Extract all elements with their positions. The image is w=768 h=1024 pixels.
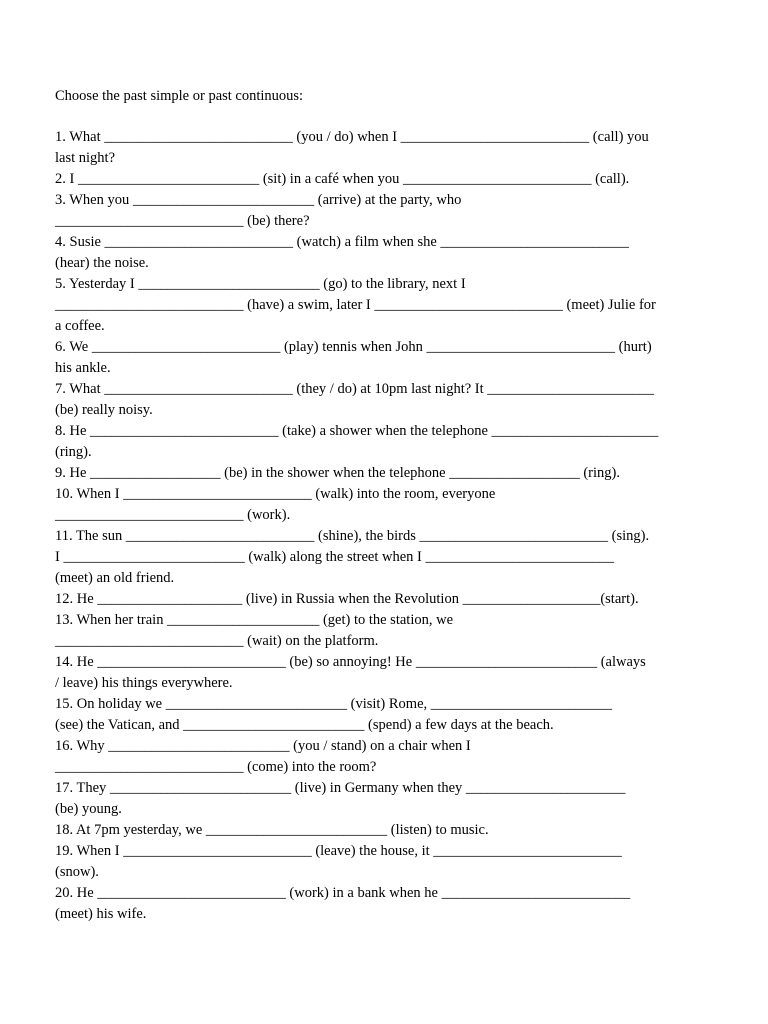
exercise-line: (meet) his wife.	[55, 906, 147, 922]
exercise-line: / leave) his things everywhere.	[55, 675, 233, 691]
exercise-line: I _________________________ (walk) along the street when I __________________________	[55, 549, 614, 565]
exercise-line: 13. When her train _____________________ (get) to the station, we	[55, 612, 454, 628]
exercise-line: (hear) the noise.	[55, 255, 149, 271]
exercise-line: 7. What __________________________ (they / do) at 10pm last night? It _______________________	[55, 381, 655, 397]
exercise-line: 12. He ____________________ (live) in Russia when the Revolution ___________________(start).	[55, 591, 639, 607]
exercise-line: 18. At 7pm yesterday, we _________________________ (listen) to music.	[55, 822, 489, 838]
exercise-line: (see) the Vatican, and _________________________ (spend) a few days at the beach.	[55, 717, 554, 733]
exercise-line: __________________________ (have) a swim, later I __________________________ (meet) Julie for	[55, 297, 656, 313]
exercise-line: (meet) an old friend.	[55, 570, 175, 586]
exercise-line: 6. We __________________________ (play) tennis when John __________________________ (hurt)	[55, 339, 652, 355]
exercise-line: 17. They _________________________ (live) in Germany when they ______________________	[55, 780, 626, 796]
exercise-list	[55, 127, 715, 925]
exercise-line: 14. He __________________________ (be) so annoying! He _________________________ (always	[55, 654, 646, 670]
exercise-line: __________________________ (work).	[55, 507, 291, 523]
exercise-line: 9. He __________________ (be) in the shower when the telephone __________________ (ring).	[55, 465, 620, 481]
exercise-line: 3. When you _________________________ (arrive) at the party, who	[55, 192, 462, 208]
worksheet	[55, 86, 715, 925]
exercise-line: 4. Susie __________________________ (watch) a film when she __________________________	[55, 234, 629, 250]
exercise-line: __________________________ (wait) on the platform.	[55, 633, 379, 649]
exercise-line: (snow).	[55, 864, 99, 880]
exercise-line: 5. Yesterday I _________________________ (go) to the library, next I	[55, 276, 466, 292]
exercise-line: 8. He __________________________ (take) a shower when the telephone _______________________	[55, 423, 659, 439]
exercise-line: 1. What __________________________ (you / do) when I __________________________ (call) you	[55, 129, 649, 145]
exercise-line: __________________________ (come) into the room?	[55, 759, 377, 775]
exercise-line: 19. When I __________________________ (leave) the house, it __________________________	[55, 843, 622, 859]
exercise-line: (be) really noisy.	[55, 402, 153, 418]
exercise-line: 11. The sun __________________________ (shine), the birds __________________________ (sing).	[55, 528, 650, 544]
exercise-line: last night?	[55, 150, 116, 166]
exercise-line: 15. On holiday we _________________________ (visit) Rome, _________________________	[55, 696, 613, 712]
exercise-line: 10. When I __________________________ (walk) into the room, everyone	[55, 486, 496, 502]
exercise-line: 20. He __________________________ (work) in a bank when he __________________________	[55, 885, 631, 901]
exercise-line: his ankle.	[55, 360, 111, 376]
exercise-line: 2. I _________________________ (sit) in a café when you __________________________ (call).	[55, 171, 630, 187]
exercise-line: (be) young.	[55, 801, 122, 817]
exercise-line: (ring).	[55, 444, 92, 460]
exercise-line: __________________________ (be) there?	[55, 213, 310, 229]
instruction-text: Choose the past simple or past continuous:	[55, 88, 304, 104]
exercise-line: 16. Why _________________________ (you / stand) on a chair when I	[55, 738, 471, 754]
exercise-line: a coffee.	[55, 318, 105, 334]
